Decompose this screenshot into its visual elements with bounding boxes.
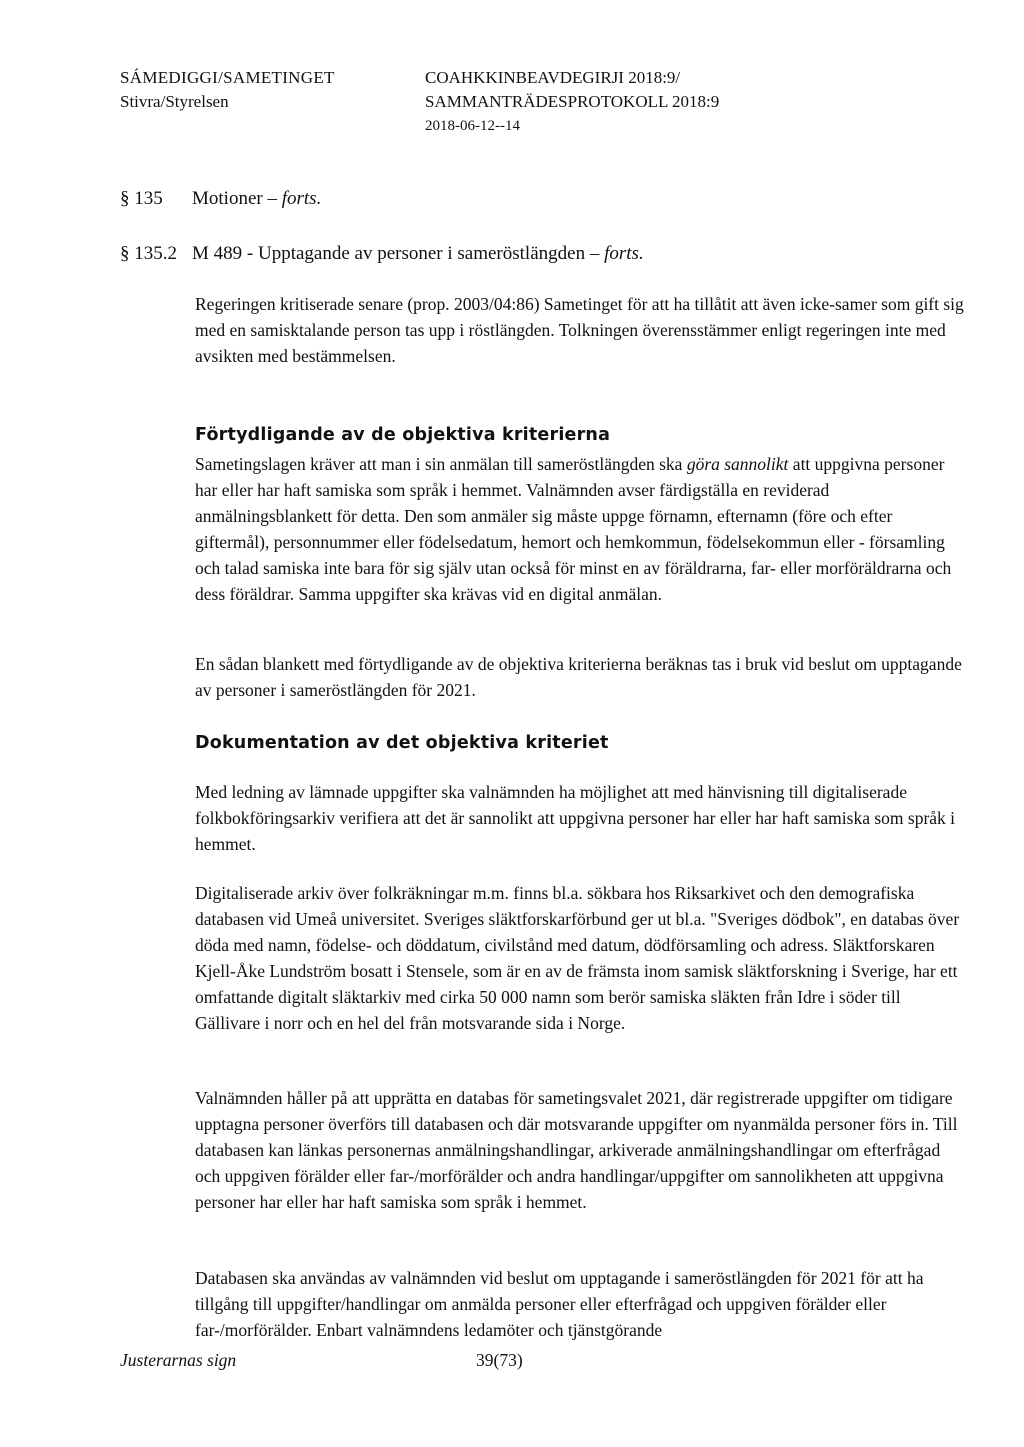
page-number: 39(73) <box>476 1350 523 1370</box>
paragraph-digitaliserade-arkiv <box>195 880 965 1036</box>
section-forts: forts. <box>281 188 322 209</box>
subsection-number: § 135.2 <box>120 243 177 264</box>
paragraph-ledning <box>195 779 965 857</box>
subsection-forts: forts. <box>604 243 644 264</box>
heading-dokumentation: Dokumentation av det objektiva kriteriet <box>195 733 609 753</box>
paragraph-text: En sådan blankett med förtydligande av de objektiva kriterierna beräknas tas i bruk vid beslut om upptagande av personer i sameröstlängden för 2021. <box>195 654 962 700</box>
organization-unit: Stivra/Styrelsen <box>120 92 229 111</box>
signature-label: Justerarnas sign <box>120 1350 237 1370</box>
header-right <box>425 66 719 138</box>
section-number: § 135 <box>120 188 163 209</box>
paragraph-sametingslagen <box>195 451 965 607</box>
paragraph-blankett <box>195 651 965 703</box>
paragraph-regeringen <box>195 291 965 369</box>
protocol-swedish: SAMMANTRÄDESPROTOKOLL 2018:9 <box>425 92 720 111</box>
subsection-heading <box>120 243 644 265</box>
emphasis-gora-sannolikt: göra sannolikt <box>686 454 789 474</box>
page-footer <box>120 1350 523 1371</box>
paragraph-valnamnden-databas <box>195 1085 965 1215</box>
section-heading <box>120 188 321 210</box>
paragraph-text: Digitaliserade arkiv över folkräkningar m.m. finns bl.a. sökbara hos Riksarkivet och den demografiska databasen vid Umeå universitet. Sveriges släktforskarförbund ger ut bl.a. "Sveriges dödbok", en databas över döda med namn, födelse- och döddatum, civilstånd med datum, dödförsamling och adress. Släktforskaren Kjell-Åke Lundström bosatt i Stensele, som är en av de främsta inom samisk släktforskning i Sverige, har ett omfattande digitalt släktarkiv med cirka 50 000 namn som berör samiska släkten från Idre i söder till Gällivare i norr och en hel del från motsvarande sida i Norge. <box>195 883 960 1033</box>
paragraph-text: Databasen ska användas av valnämnden vid beslut om upptagande i sameröstlängden för 2021 för att ha tillgång till uppgifter/handlingar om anmälda personer eller efterfrågad och uppgiven förälder eller far-/morförälder. Enbart valnämndens ledamöter och tjänstgörande <box>195 1268 924 1340</box>
section-title: Motioner – <box>192 188 282 209</box>
meeting-date: 2018-06-12--14 <box>425 118 520 134</box>
protocol-sami: COAHKKINBEAVDEGIRJI 2018:9/ <box>425 68 681 87</box>
paragraph-text: Med ledning av lämnade uppgifter ska valnämnden ha möjlighet att med hänvisning till digitaliserade folkbokföringsarkiv verifiera att det är sannolikt att uppgivna personer har eller har haft samiska som språk i hemmet. <box>195 782 956 854</box>
paragraph-text: Valnämnden håller på att upprätta en databas för sametingsvalet 2021, där registrerade uppgifter om tidigare upptagna personer överförs till databasen och där motsvarande uppgifter om nyanmälda personer förs in. Till databasen kan länkas personernas anmälningshandlingar, arkiverade anmälningshandlingar om efterfrågad och uppgiven förälder eller far-/morförälder och andra handlingar/uppgifter om sannolikheten att uppgivna personer har eller har haft samiska som språk i hemmet. <box>195 1088 958 1212</box>
paragraph-text: Sametingslagen kräver att man i sin anmälan till sameröstlängden ska göra sannolikt att uppgivna personer har eller har haft samiska som språk i hemmet. Valnämnden avser färdigställa en reviderad anmälningsblankett för detta. Den som anmäler sig måste uppge förnamn, efternamn (före och efter giftermål), personnummer eller födelsedatum, hemort och hemkommun, födelsekommun eller - församling och talad samiska inte bara för sig själv utan också för minst en av föräldrarna, far- eller morföräldrarna och dess föräldrar. Samma uppgifter ska krävas vid en digital anmälan. <box>195 454 952 604</box>
heading-fortydligande: Förtydligande av de objektiva kriterierna <box>195 425 611 445</box>
subsection-title: M 489 - Upptagande av personer i sameröstlängden – <box>192 243 605 264</box>
header-left <box>120 66 335 114</box>
organization-name: SÁMEDIGGI/SAMETINGET <box>120 68 335 87</box>
paragraph-databasen <box>195 1265 965 1343</box>
paragraph-text: Regeringen kritiserade senare (prop. 2003/04:86) Sametinget för att ha tillåtit att även icke-samer som gift sig med en samisktalande person tas upp i röstlängden. Tolkningen överensstämmer enligt regeringen inte med avsikten med bestämmelsen. <box>195 294 964 366</box>
